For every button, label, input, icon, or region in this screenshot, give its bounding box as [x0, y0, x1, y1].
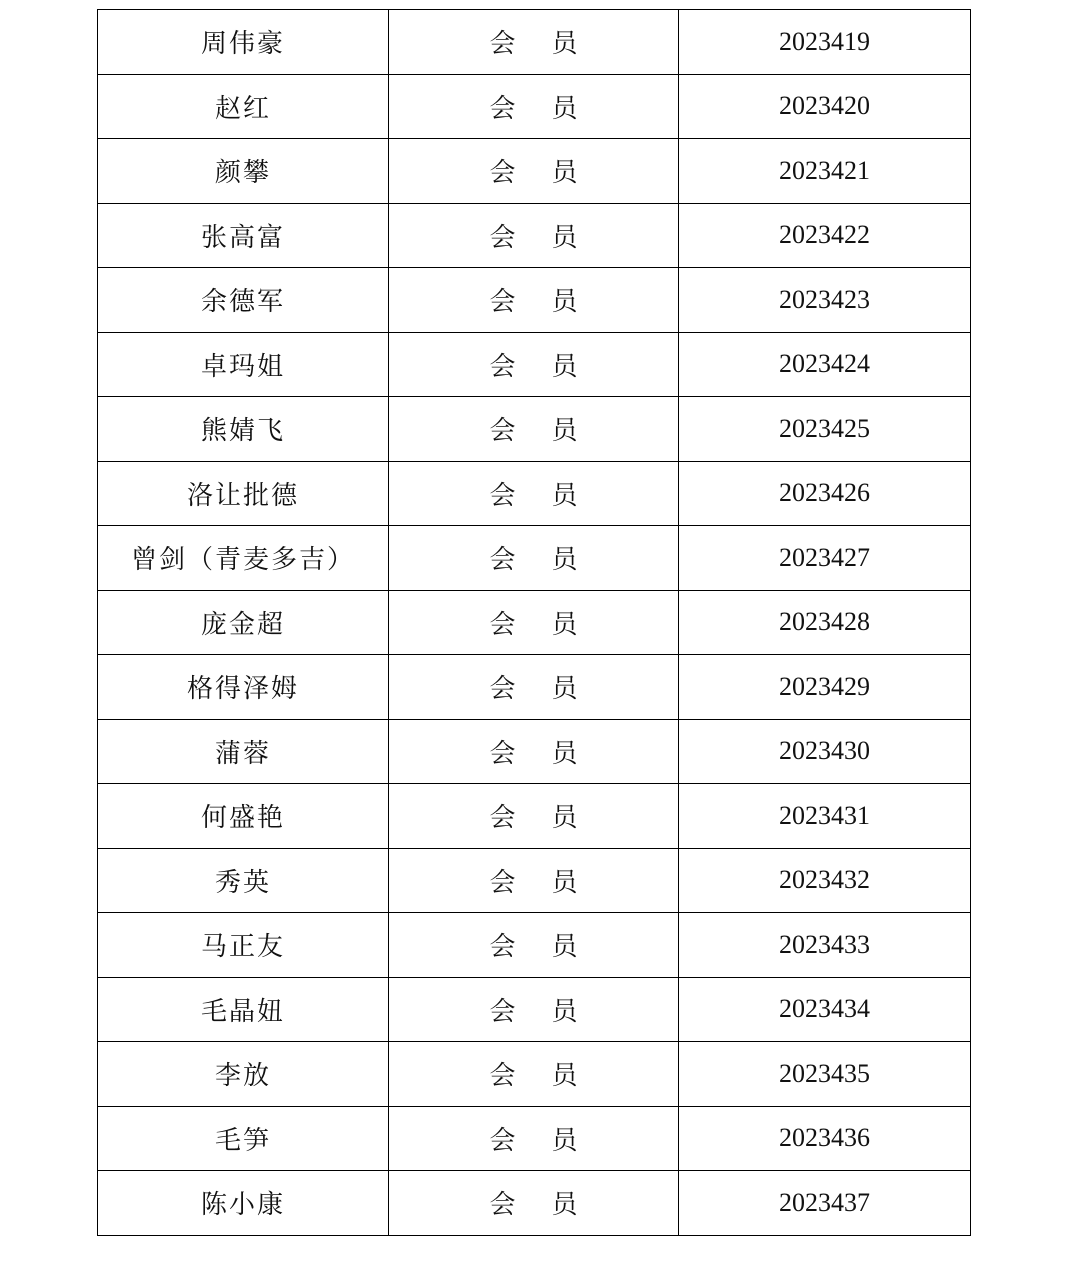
member-id: 2023421 [679, 139, 971, 204]
member-role [389, 977, 679, 1042]
member-role-char-1: 会 [489, 222, 516, 253]
member-role [389, 913, 679, 978]
member-role-char-2: 员 [551, 222, 578, 253]
member-name: 李放 [98, 1042, 389, 1107]
member-role-char-2: 员 [551, 416, 578, 447]
member-name: 赵红 [98, 74, 389, 139]
member-role-char-2: 员 [551, 1125, 578, 1156]
table-row [98, 461, 971, 526]
member-role-char-1: 会 [489, 1061, 516, 1092]
member-role-char-1: 会 [489, 158, 516, 189]
member-role-char-1: 会 [489, 480, 516, 511]
member-role-char-2: 员 [551, 287, 578, 318]
table-row [98, 10, 971, 75]
member-name: 蒲蓉 [98, 719, 389, 784]
member-name: 何盛艳 [98, 784, 389, 849]
table-row [98, 139, 971, 204]
member-id: 2023437 [679, 1171, 971, 1236]
member-role-char-2: 员 [551, 738, 578, 769]
member-name: 洛让批德 [98, 461, 389, 526]
member-role-char-2: 员 [551, 867, 578, 898]
member-name: 陈小康 [98, 1171, 389, 1236]
member-id: 2023420 [679, 74, 971, 139]
member-role [389, 848, 679, 913]
member-id: 2023435 [679, 1042, 971, 1107]
member-role-char-2: 员 [551, 480, 578, 511]
member-role-char-2: 员 [551, 996, 578, 1027]
member-id: 2023434 [679, 977, 971, 1042]
member-role-char-1: 会 [489, 609, 516, 640]
member-id: 2023430 [679, 719, 971, 784]
member-role-char-1: 会 [489, 1190, 516, 1221]
member-role [389, 461, 679, 526]
member-role [389, 203, 679, 268]
table-row [98, 268, 971, 333]
member-name: 颜攀 [98, 139, 389, 204]
member-role [389, 332, 679, 397]
member-role-char-1: 会 [489, 287, 516, 318]
table-row [98, 203, 971, 268]
member-role [389, 397, 679, 462]
member-name: 熊婧飞 [98, 397, 389, 462]
member-role-char-1: 会 [489, 932, 516, 963]
member-role-char-2: 员 [551, 1061, 578, 1092]
member-name: 余德军 [98, 268, 389, 333]
member-id: 2023424 [679, 332, 971, 397]
member-role [389, 784, 679, 849]
member-id: 2023423 [679, 268, 971, 333]
member-id: 2023422 [679, 203, 971, 268]
member-role-char-2: 员 [551, 674, 578, 705]
member-id: 2023433 [679, 913, 971, 978]
member-name: 毛笋 [98, 1106, 389, 1171]
table-row [98, 332, 971, 397]
table-row [98, 913, 971, 978]
member-role-char-1: 会 [489, 416, 516, 447]
member-name: 庞金超 [98, 590, 389, 655]
table-row [98, 655, 971, 720]
table-row [98, 1171, 971, 1236]
table-row [98, 590, 971, 655]
member-role-char-2: 员 [551, 803, 578, 834]
member-role-char-1: 会 [489, 996, 516, 1027]
member-name: 毛晶妞 [98, 977, 389, 1042]
member-role [389, 10, 679, 75]
member-table [97, 9, 971, 1236]
member-id: 2023428 [679, 590, 971, 655]
member-role-char-2: 员 [551, 158, 578, 189]
member-id: 2023431 [679, 784, 971, 849]
table-row [98, 977, 971, 1042]
member-id: 2023436 [679, 1106, 971, 1171]
table-row [98, 74, 971, 139]
table-row [98, 397, 971, 462]
member-id: 2023429 [679, 655, 971, 720]
member-role [389, 74, 679, 139]
member-name: 马正友 [98, 913, 389, 978]
member-role-char-1: 会 [489, 29, 516, 60]
member-role-char-1: 会 [489, 93, 516, 124]
member-role-char-2: 员 [551, 1190, 578, 1221]
member-role-char-1: 会 [489, 351, 516, 382]
member-id: 2023419 [679, 10, 971, 75]
member-role-char-2: 员 [551, 932, 578, 963]
member-role-char-1: 会 [489, 674, 516, 705]
member-name: 格得泽姆 [98, 655, 389, 720]
member-role-char-1: 会 [489, 545, 516, 576]
table-row [98, 526, 971, 591]
member-role [389, 526, 679, 591]
member-role-char-1: 会 [489, 1125, 516, 1156]
member-name: 卓玛姐 [98, 332, 389, 397]
member-role-char-2: 员 [551, 545, 578, 576]
table-row [98, 784, 971, 849]
member-name: 曾剑（青麦多吉） [98, 526, 389, 591]
table-row [98, 848, 971, 913]
member-role [389, 139, 679, 204]
member-role [389, 590, 679, 655]
member-id: 2023427 [679, 526, 971, 591]
member-role-char-2: 员 [551, 93, 578, 124]
member-name: 秀英 [98, 848, 389, 913]
member-role-char-1: 会 [489, 867, 516, 898]
member-role-char-1: 会 [489, 738, 516, 769]
member-role-char-2: 员 [551, 609, 578, 640]
member-id: 2023426 [679, 461, 971, 526]
member-table-body [98, 10, 971, 1236]
member-role [389, 1106, 679, 1171]
member-role [389, 719, 679, 784]
member-id: 2023425 [679, 397, 971, 462]
table-row [98, 1106, 971, 1171]
member-role-char-1: 会 [489, 803, 516, 834]
member-role [389, 1171, 679, 1236]
member-name: 张高富 [98, 203, 389, 268]
member-role [389, 268, 679, 333]
member-name: 周伟豪 [98, 10, 389, 75]
member-role-char-2: 员 [551, 29, 578, 60]
member-id: 2023432 [679, 848, 971, 913]
member-role-char-2: 员 [551, 351, 578, 382]
table-row [98, 1042, 971, 1107]
member-role [389, 1042, 679, 1107]
table-row [98, 719, 971, 784]
member-role [389, 655, 679, 720]
